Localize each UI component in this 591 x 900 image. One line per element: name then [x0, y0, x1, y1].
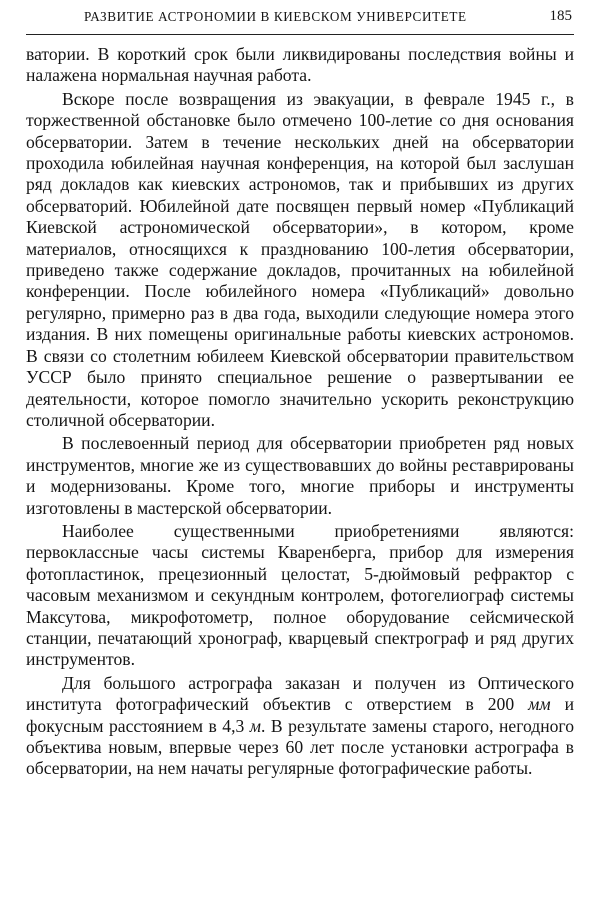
- running-head: [26, 0, 574, 35]
- running-title: РАЗВИТИЕ АСТРОНОМИИ В КИЕВСКОМ УНИВЕРСИТЕТЕ: [84, 9, 467, 24]
- paragraph-postwar-instruments: В послевоенный период для обсерватории приобретен ряд новых инструментов, многие же из существовавших до войны реставрированы и модернизованы. Кроме того, многие приборы и инструменты изготовлены в мастерской обсерватории.: [26, 433, 574, 518]
- book-page: [26, 0, 574, 900]
- paragraph-anniversary: Вскоре после возвращения из эвакуации, в феврале 1945 г., в торжественной обстановке было отмечено 100-летие со дня основания обсерватории. Затем в течение нескольких дней на обсерватории проходила юбилейная научная конференция, на которой был заслушан ряд докладов как киевских астрономов, так и прибывших из других обсерваторий. Юбилейной дате посвящен первый номер «Публикаций Киевской астрономической обсерватории», в котором, кроме материалов, относящихся к празднованию 100-летия обсерватории, приведено также содержание докладов, прочитанных на юбилейной конференции. После юбилейного номера «Публикаций» довольно регулярно, примерно раз в два года, выходили следующие номера этого издания. В них помещены оригинальные работы киевских астрономов. В связи со столетним юбилеем Киевской обсерватории правительством УССР было принято специальное решение о развертывании ее деятельности, которое помогло значительно ускорить реконструкцию столичной обсерватории.: [26, 88, 574, 430]
- unit-mm: мм: [528, 694, 551, 715]
- page-number: 185: [549, 8, 572, 24]
- paragraph-continuation: ватории. В короткий срок были ликвидированы последствия войны и налажена нормальная научная работа.: [26, 44, 574, 86]
- paragraph-astrograph: [26, 673, 574, 780]
- body-text: [26, 44, 574, 780]
- paragraph-acquisitions: Наиболее существенными приобретениями являются: первоклассные часы системы Кваренберга, прибор для измерения фотопластинок, прецезионный целостат, 5-дюймовый рефрактор с часовым механизмом и секундным контролем, фотогелиограф системы Максутова, микрофотометр, полное оборудование сейсмической станции, печатающий хронограф, кварцевый спектрограф и ряд других инструментов.: [26, 520, 574, 670]
- astrograph-text-3: . В результате замены старого, негодного объектива новым, впервые через 60 лет после установки астрографа в обсерватории, на нем начаты регулярные фотографические работы.: [26, 715, 575, 779]
- astrograph-text-2: и фокусным расстоянием в 4,3: [26, 694, 574, 736]
- unit-m: м: [249, 715, 262, 736]
- astrograph-text-1: Для большого астрографа заказан и получен из Оптического института фотографический объектив с отверстием в 200: [26, 672, 574, 715]
